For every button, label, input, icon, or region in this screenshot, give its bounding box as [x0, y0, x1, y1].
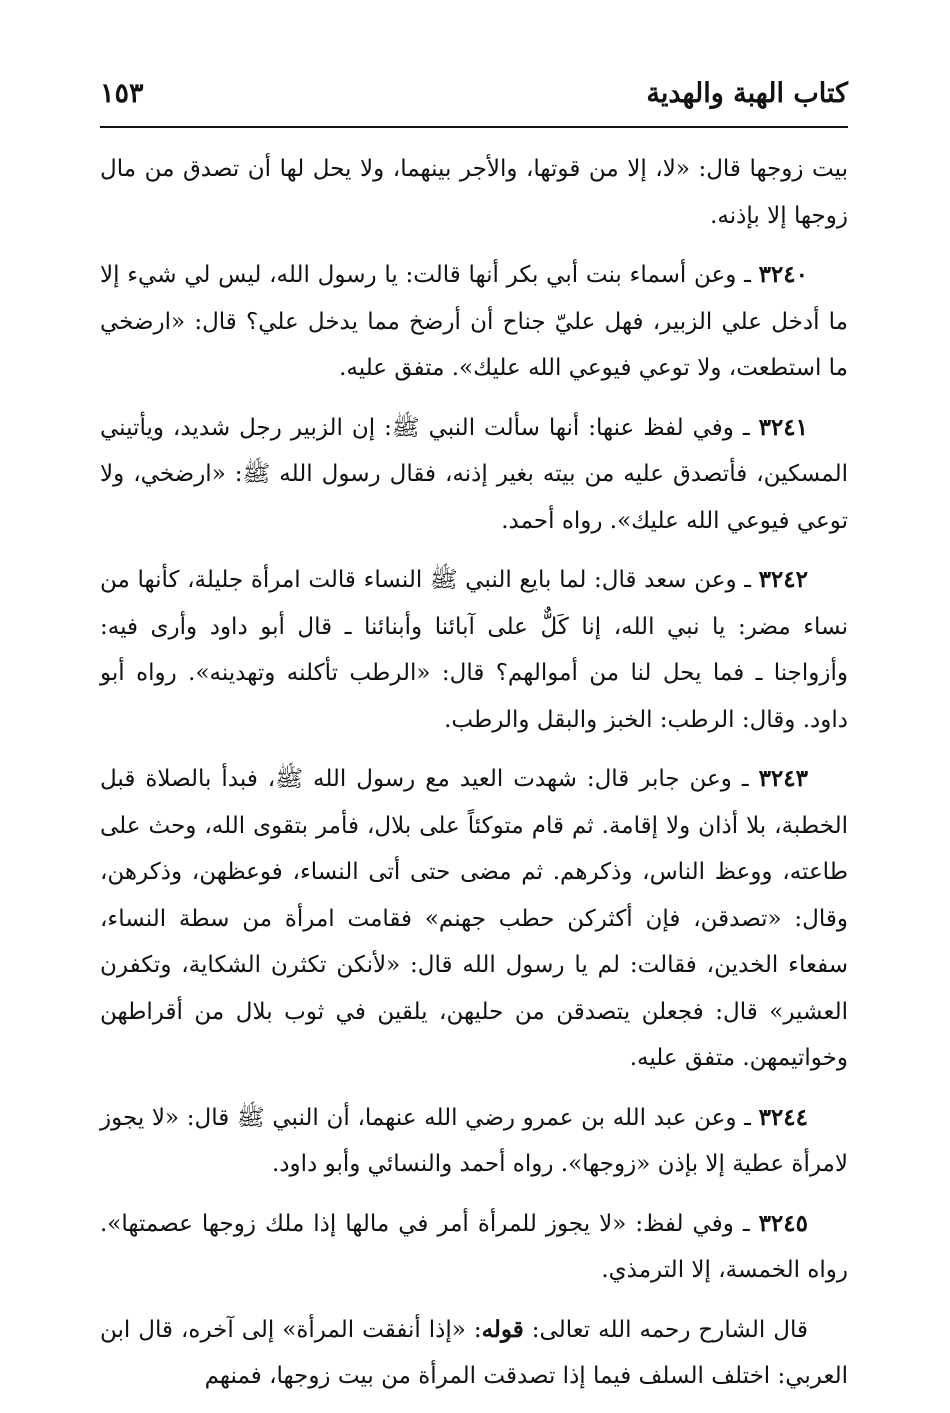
paragraph-text: ـ وعن جابر قال: شهدت العيد مع رسول الله ﷺ، فبدأ بالصلاة قبل الخطبة، بلا أذان ولا إقامة. ثم قام متوكئاً على بلال، فأمر بتقوى الله، وحث على طاعته، ووعظ الناس، وذكرهم. ثم مضى حتى أتى النساء، فوعظهن، وذكرهن، وقال: «تصدقن، فإن أكثركن حطب جهنم» فقامت امرأة من سطة النساء، سفعاء الخدين، فقالت: لم يا رسول الله قال: «لأنكن تكثرن الشكاية، وتكفرن العشير» قال: فجعلن يتصدقن من حليهن، يلقين في ثوب بلال من أقراطهن وخواتيمهن. متفق عليه.	[100, 766, 848, 1071]
hadith-3240	[100, 252, 848, 392]
hadith-number: ٣٢٤٢	[758, 566, 808, 593]
hadith-3243	[100, 756, 848, 1082]
paragraph-text: ـ وفي لفظ عنها: أنها سألت النبي ﷺ: إن الزبير رجل شديد، ويأتيني المسكين، فأتصدق عليه من بيته بغير إذنه، فقال رسول الله ﷺ: «ارضخي، ولا توعي فيوعي الله عليك». رواه أحمد.	[100, 414, 848, 534]
hadith-3241	[100, 405, 848, 545]
commentary-paragraph	[100, 1307, 848, 1400]
paragraph-text: ـ وعن أسماء بنت أبي بكر أنها قالت: يا رسول الله، ليس لي شيء إلا ما أدخل علي الزبير، فهل عليّ جناح أن أرضخ مما يدخل علي؟ قال: «ارضخي ما استطعت، ولا توعي فيوعي الله عليك». متفق عليه.	[100, 262, 848, 381]
hadith-number: ٣٢٤٠	[758, 261, 808, 288]
paragraph-text: : «إذا أنفقت المرأة» إلى آخره، قال ابن العربي: اختلف السلف فيما إذا تصدقت المرأة من بيت زوجها، فمنهم	[100, 1316, 848, 1389]
page-number: ١٥٣	[100, 78, 144, 109]
paragraph-text: بيت زوجها قال: «لا، إلا من قوتها، والأجر بينهما، ولا يحل لها أن تصدق من مال زوجها إلا بإذنه.	[100, 156, 848, 229]
header-divider	[100, 126, 848, 128]
hadith-3242	[100, 557, 848, 743]
hadith-3244	[100, 1095, 848, 1188]
hadith-number: ٣٢٤٥	[758, 1209, 808, 1237]
paragraph-text: ـ وعن سعد قال: لما بايع النبي ﷺ النساء قالت امرأة جليلة، كأنها من نساء مضر: يا نبي الله، إنا كَلٌّ على آبائنا وأبنائنا ـ قال أبو داود وأرى فيه: وأزواجنا ـ فما يحل لنا من أموالهم؟ قال: «الرطب تأكلنه وتهدينه». رواه أبو داود. وقال: الرطب: الخبز والبقل والرطب.	[100, 567, 848, 733]
hadith-3245	[100, 1201, 848, 1294]
running-header	[100, 78, 848, 122]
chapter-title: كتاب الهبة والهدية	[646, 78, 848, 109]
commentary-lead: قال الشارح رحمه الله تعالى:	[523, 1316, 808, 1343]
paragraph-text: ـ وفي لفظ: «لا يجوز للمرأة أمر في مالها إذا ملك زوجها عصمتها». رواه الخمسة، إلا الترمذي.	[100, 1210, 848, 1283]
hadith-number: ٣٢٤٤	[758, 1103, 808, 1131]
body-text	[100, 146, 848, 1413]
paragraph-text: ـ وعن عبد الله بن عمرو رضي الله عنهما، أن النبي ﷺ قال: «لا يجوز لامرأة عطية إلا بإذن «زوجها». رواه أحمد والنسائي وأبو داود.	[100, 1104, 848, 1177]
hadith-number: ٣٢٤١	[758, 413, 808, 441]
commentary-keyword: قوله	[481, 1315, 524, 1343]
paragraph-continuation	[100, 146, 848, 239]
hadith-number: ٣٢٤٣	[758, 765, 808, 792]
